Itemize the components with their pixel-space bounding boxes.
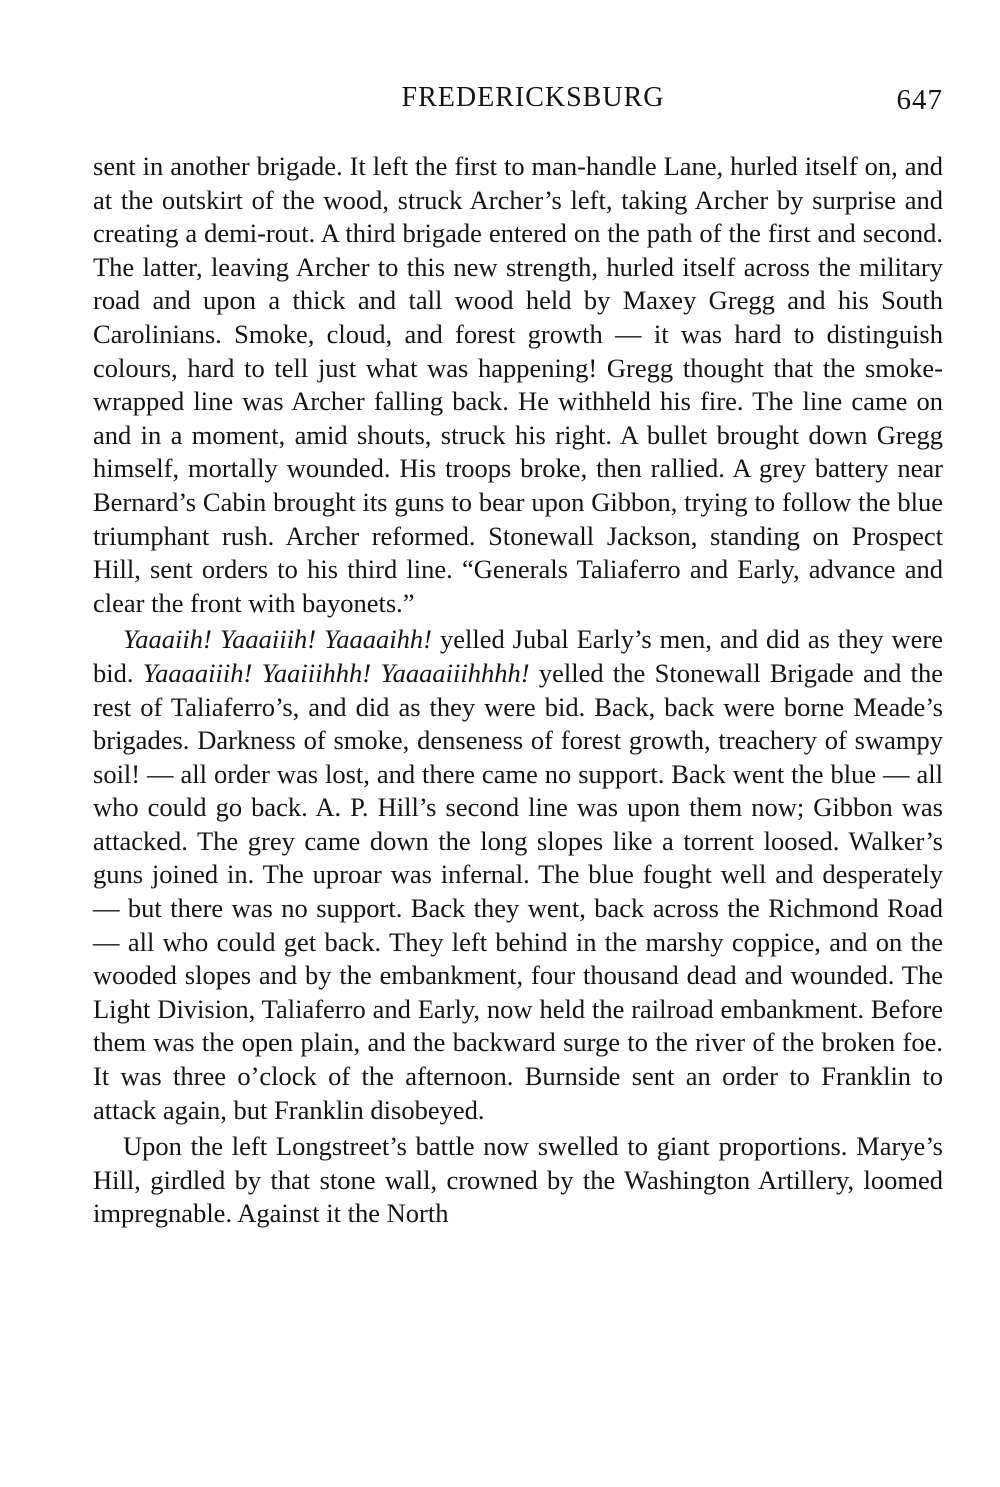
paragraph-2-text-2: yelled the Stonewall Brigade and the rest of Taliaferro’s, and did as they were bid. Back, back were borne Meade’s brigades. Darkness of smoke, denseness of forest growth, treachery of swampy soil! — all order was lost, and there came no support. Back went the blue — all who could go back. A. P. Hill’s second line was upon them now; Gibbon was attacked. The grey came down the long slopes like a torrent loosed. Walker’s guns joined in. The uproar was infernal. The blue fought well and desperately — but there was no support. Back they went, back across the Richmond Road — all who could get back. They left behind in the marshy coppice, and on the wooded slopes and by the embankment, four thousand dead and wounded. The Light Division, Taliaferro and Early, now held the railroad embankment. Before them was the open plain, and the backward surge to the river of the broken foe. It was three o’clock of the afternoon. Burnside sent an order to Franklin to attack again, but Franklin disobeyed. <box>93 657 943 1125</box>
rebel-yell-2: Yaaaaiiih! Yaaiiihhh! Yaaaaiiihhhh! <box>142 657 530 688</box>
book-page <box>93 78 943 1231</box>
page-number: 647 <box>896 84 943 116</box>
paragraph-2 <box>93 623 943 1127</box>
paragraph-3: Upon the left Longstreet’s battle now swelled to giant proportions. Marye’s Hill, girdled by that stone wall, crowned by the Washington Artillery, loomed impregnable. Against it the North <box>93 1131 943 1229</box>
rebel-yell-1: Yaaaiih! Yaaaiiih! Yaaaaihh! <box>123 624 432 655</box>
paragraph-1: sent in another brigade. It left the first to man-handle Lane, hurled itself on, and at the outskirt of the wood, struck Archer’s left, taking Archer by surprise and creating a demi-rout. A third brigade entered on the path of the first and second. The latter, leaving Archer to this new strength, hurled itself across the military road and upon a thick and tall wood held by Maxey Gregg and his South Carolinians. Smoke, cloud, and forest growth — it was hard to distinguish colours, hard to tell just what was happening! Gregg thought that the smoke-wrapped line was Archer falling back. He withheld his fire. The line came on and in a moment, amid shouts, struck his right. A bullet brought down Gregg himself, mortally wounded. His troops broke, then rallied. A grey battery near Bernard’s Cabin brought its guns to bear upon Gibbon, trying to follow the blue triumphant rush. Archer reformed. Stonewall Jackson, standing on Prospect Hill, sent orders to his third line. “Generals Taliaferro and Early, advance and clear the front with bayonets.” <box>93 151 943 618</box>
paragraph-2-text-1: yelled Jubal Early’s men, and did as they were bid. <box>93 624 943 688</box>
page-header <box>93 78 943 122</box>
running-title: FREDERICKSBURG <box>401 82 665 113</box>
